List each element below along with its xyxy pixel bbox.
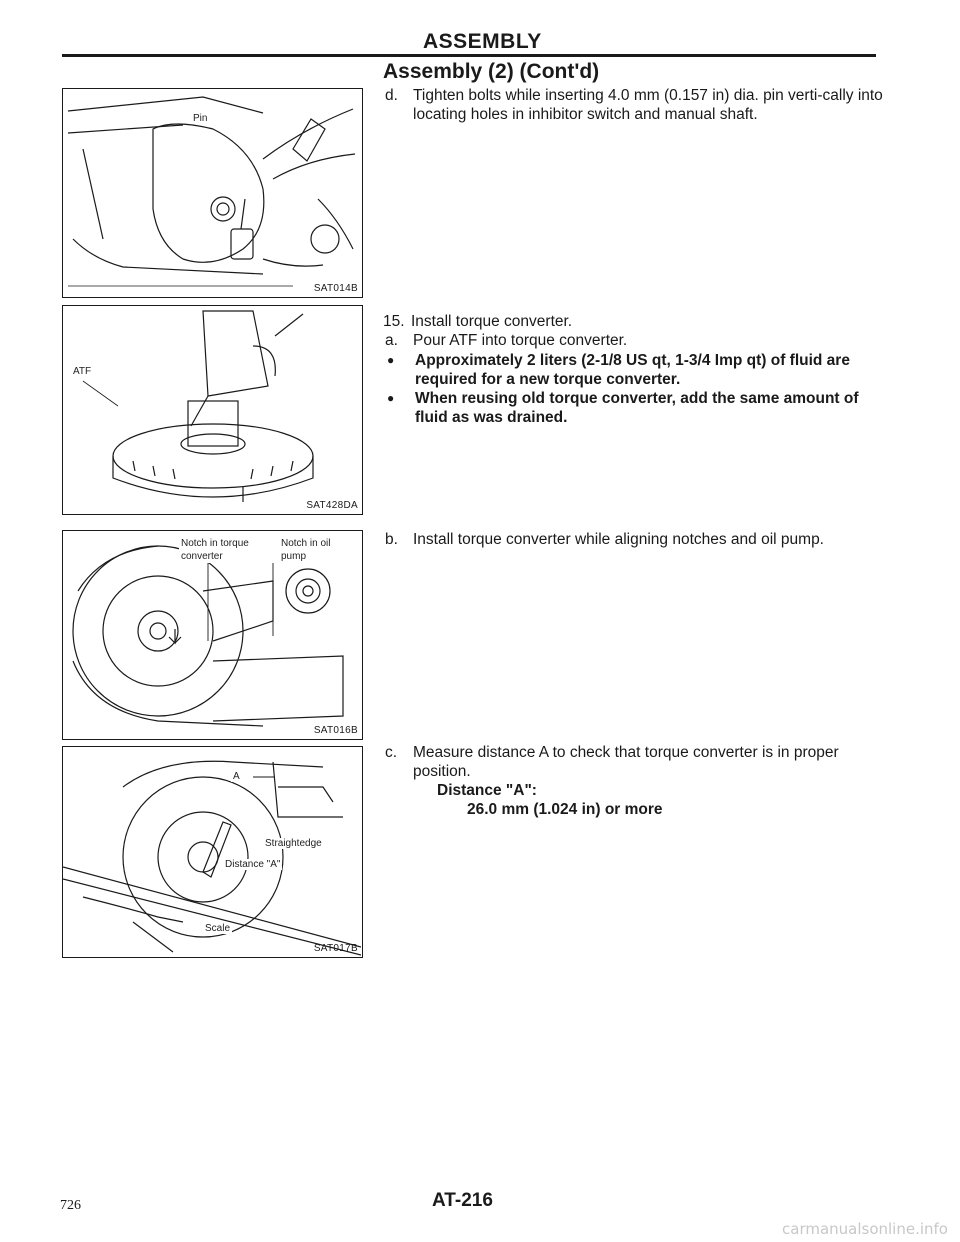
note-new-converter [387,351,882,389]
step-text: Install torque converter. [411,313,573,330]
page-subheading: Assembly (2) (Cont'd) [383,60,600,83]
page-number: 726 [60,1198,81,1213]
note-text: When reusing old torque converter, add the same amount of fluid as was drained. [415,390,859,426]
figure-atf-pour [62,305,363,515]
step-15 [383,312,883,331]
watermark: carmanualsonline.info [782,1220,948,1238]
section-page-number: AT-216 [432,1190,493,1211]
figure-label-distance: Distance "A" [225,859,281,870]
step-text: Pour ATF into torque converter. [413,332,628,349]
header-rule [62,54,876,57]
step-marker: d. [385,87,398,104]
spec-value: 26.0 mm (1.024 in) or more [467,801,663,818]
step-text: Install torque converter while aligning notches and oil pump. [413,531,824,548]
figure-inhibitor-switch-pin [62,88,363,298]
step-text: Tighten bolts while inserting 4.0 mm (0.157 in) dia. pin verti-cally into locating holes in inhibitor switch and manual shaft. [413,87,883,123]
section-title: ASSEMBLY [423,30,542,53]
figure-code: SAT428DA [306,500,358,511]
note-reuse-converter [387,389,882,427]
step-c [385,743,885,819]
figure-notch-alignment [62,530,363,740]
torque-converter-fill-illustration [63,306,361,513]
figure-code: SAT016B [313,725,358,736]
step-marker: c. [385,744,398,761]
step-text: Measure distance A to check that torque converter is in proper position. [413,744,839,780]
step-d [385,86,885,124]
figure-label-a: A [233,771,240,782]
step-marker: b. [385,531,398,548]
figure-label-scale: Scale [205,923,231,934]
figure-label-notch-pump: Notch in oil pump [279,537,347,563]
figure-label-notch-converter: Notch in torque converter [179,537,275,563]
bullet-marker: ● [387,353,395,367]
spec-label: Distance "A": [437,782,537,799]
figure-code: SAT017B [313,943,358,954]
inhibitor-switch-illustration [63,89,361,296]
figure-code: SAT014B [313,283,358,294]
note-text: Approximately 2 liters (2-1/8 US qt, 1-3/4 Imp qt) of fluid are required for a new torque converter. [415,352,850,388]
bullet-marker: ● [387,391,395,405]
figure-label-pin: Pin [193,113,208,124]
step-a [385,331,885,350]
step-marker: a. [385,332,398,349]
step-b [385,530,885,549]
figure-label-straightedge: Straightedge [265,838,322,849]
step-marker: 15. [383,313,405,330]
figure-label-atf: ATF [73,366,92,377]
figure-distance-measure [62,746,363,958]
